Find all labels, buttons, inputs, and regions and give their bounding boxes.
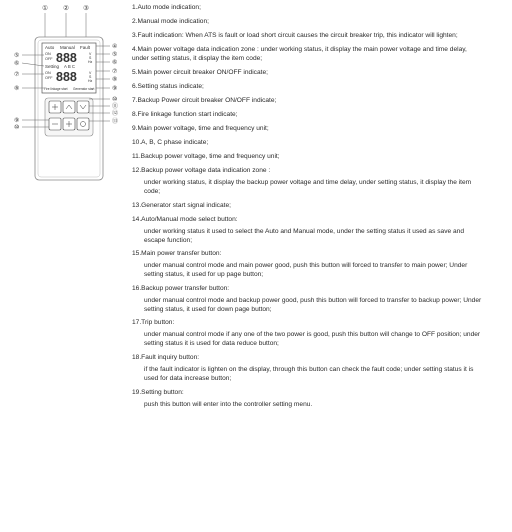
legend-item-description: under manual control mode and main power good, push this button will forced to transfer to main power; Under setting status, it used for up page button; <box>144 262 468 279</box>
main-unit-hz: Hz <box>88 60 93 64</box>
backup-unit-hz: Hz <box>88 79 93 83</box>
svg-text:⑩: ⑩ <box>14 125 20 131</box>
fault-indicator: Fault <box>80 45 91 50</box>
legend-item-description: push this button will enter into the controller setting menu. <box>144 400 313 408</box>
legend-item-description: under working status it used to select the Auto and Manual mode, under the setting status it used as save and escape function; <box>144 227 464 244</box>
legend-item: 17.Trip button: <box>132 319 175 327</box>
legend-item: 16.Backup power transfer button: <box>132 284 230 292</box>
svg-text:⑦: ⑦ <box>112 69 118 75</box>
legend-item: 4.Main power voltage data indication zone : under working status, it display the main power voltage and time delay, under setting status, it display the item code; <box>132 46 467 62</box>
backup-off-label: OFF <box>45 76 53 80</box>
main-transfer-button[interactable] <box>63 101 75 113</box>
legend-item-description: under manual control mode and backup power good, push this button will forced to transfer to backup power; Under setting status, it used for down page button; <box>144 296 482 313</box>
legend-item: 11.Backup power voltage, time and frequency unit; <box>132 153 280 160</box>
svg-text:⑤: ⑤ <box>14 53 20 59</box>
callout-3: ③ <box>83 5 89 12</box>
fire-linkage-indicator: Fire linkage start <box>44 87 68 91</box>
svg-text:⑩: ⑩ <box>112 97 118 103</box>
legend-item: 9.Main power voltage, time and frequency unit; <box>132 125 269 132</box>
legend-item: 14.Auto/Manual mode select button: <box>132 215 238 223</box>
main-unit-v: V <box>89 52 92 56</box>
svg-text:⑧: ⑧ <box>14 86 20 92</box>
legend-item: 3.Fault indication: When ATS is fault or load short circuit causes the circuit breaker trip, this indicator will lighten; <box>132 32 458 39</box>
generator-start-indicator: Generator start <box>73 87 95 91</box>
legend-list <box>132 3 484 413</box>
legend-item: 7.Backup Power circuit breaker ON/OFF indicate; <box>132 97 277 104</box>
svg-text:⑬: ⑬ <box>112 119 119 125</box>
right-callouts <box>112 43 118 125</box>
legend-item: 15.Main power transfer button: <box>132 250 222 258</box>
setting-button[interactable] <box>77 118 89 130</box>
auto-indicator: Auto <box>45 45 55 50</box>
phase-indicator: A B C <box>64 64 75 69</box>
svg-text:⑪: ⑪ <box>112 104 119 110</box>
backup-transfer-button[interactable] <box>77 101 89 113</box>
svg-text:⑨: ⑨ <box>14 118 20 124</box>
svg-text:⑫: ⑫ <box>112 111 119 117</box>
legend-item: 19.Setting button: <box>132 388 184 396</box>
legend-item: 5.Main power circuit breaker ON/OFF indicate; <box>132 69 268 76</box>
svg-text:⑤: ⑤ <box>112 52 118 58</box>
main-unit-s: S <box>89 56 92 60</box>
svg-text:④: ④ <box>112 44 118 50</box>
legend-item: 2.Manual mode indication; <box>132 18 209 25</box>
backup-unit-v: V <box>89 71 92 75</box>
legend-item: 10.A, B, C phase indicate; <box>132 139 209 146</box>
svg-text:⑧: ⑧ <box>112 77 118 83</box>
legend-item: 18.Fault inquiry button: <box>132 353 200 361</box>
controller-panel-diagram <box>0 0 128 200</box>
legend-item-description: if the fault indicator is lighten on the display, through this button can check the fault code; under setting status it is used for data increase button; <box>144 365 474 382</box>
backup-on-label: ON <box>45 71 51 75</box>
svg-text:⑨: ⑨ <box>112 86 118 92</box>
svg-text:⑥: ⑥ <box>14 61 20 67</box>
callout-2: ② <box>63 5 69 12</box>
svg-text:⑦: ⑦ <box>14 72 20 78</box>
left-callouts <box>14 52 19 131</box>
svg-text:⑥: ⑥ <box>112 60 118 66</box>
setting-indicator: Setting <box>45 64 60 69</box>
backup-voltage-digits: 888 <box>56 70 77 84</box>
main-voltage-digits: 888 <box>56 51 77 65</box>
main-on-label: ON <box>45 52 51 56</box>
legend-item: 6.Setting status indicate; <box>132 83 204 90</box>
backup-unit-s: S <box>89 75 92 79</box>
main-off-label: OFF <box>45 57 53 61</box>
manual-indicator: Manual <box>60 45 75 50</box>
legend-item: 8.Fire linkage function start indicate; <box>132 111 238 118</box>
legend-item: 1.Auto mode indication; <box>132 4 201 11</box>
legend-item: 13.Generator start signal indicate; <box>132 201 231 209</box>
callout-1: ① <box>42 5 48 12</box>
legend-item-description: under manual control mode if any one of the two power is good, push this button will change to OFF position; under setting status it is used for data reduce button; <box>144 331 481 348</box>
top-callouts <box>42 4 89 12</box>
legend-item: 12.Backup power voltage data indication zone : <box>132 167 271 174</box>
legend-item-description: under working status, it display the backup power voltage and time delay, under setting status, it display the item code; <box>144 179 472 195</box>
